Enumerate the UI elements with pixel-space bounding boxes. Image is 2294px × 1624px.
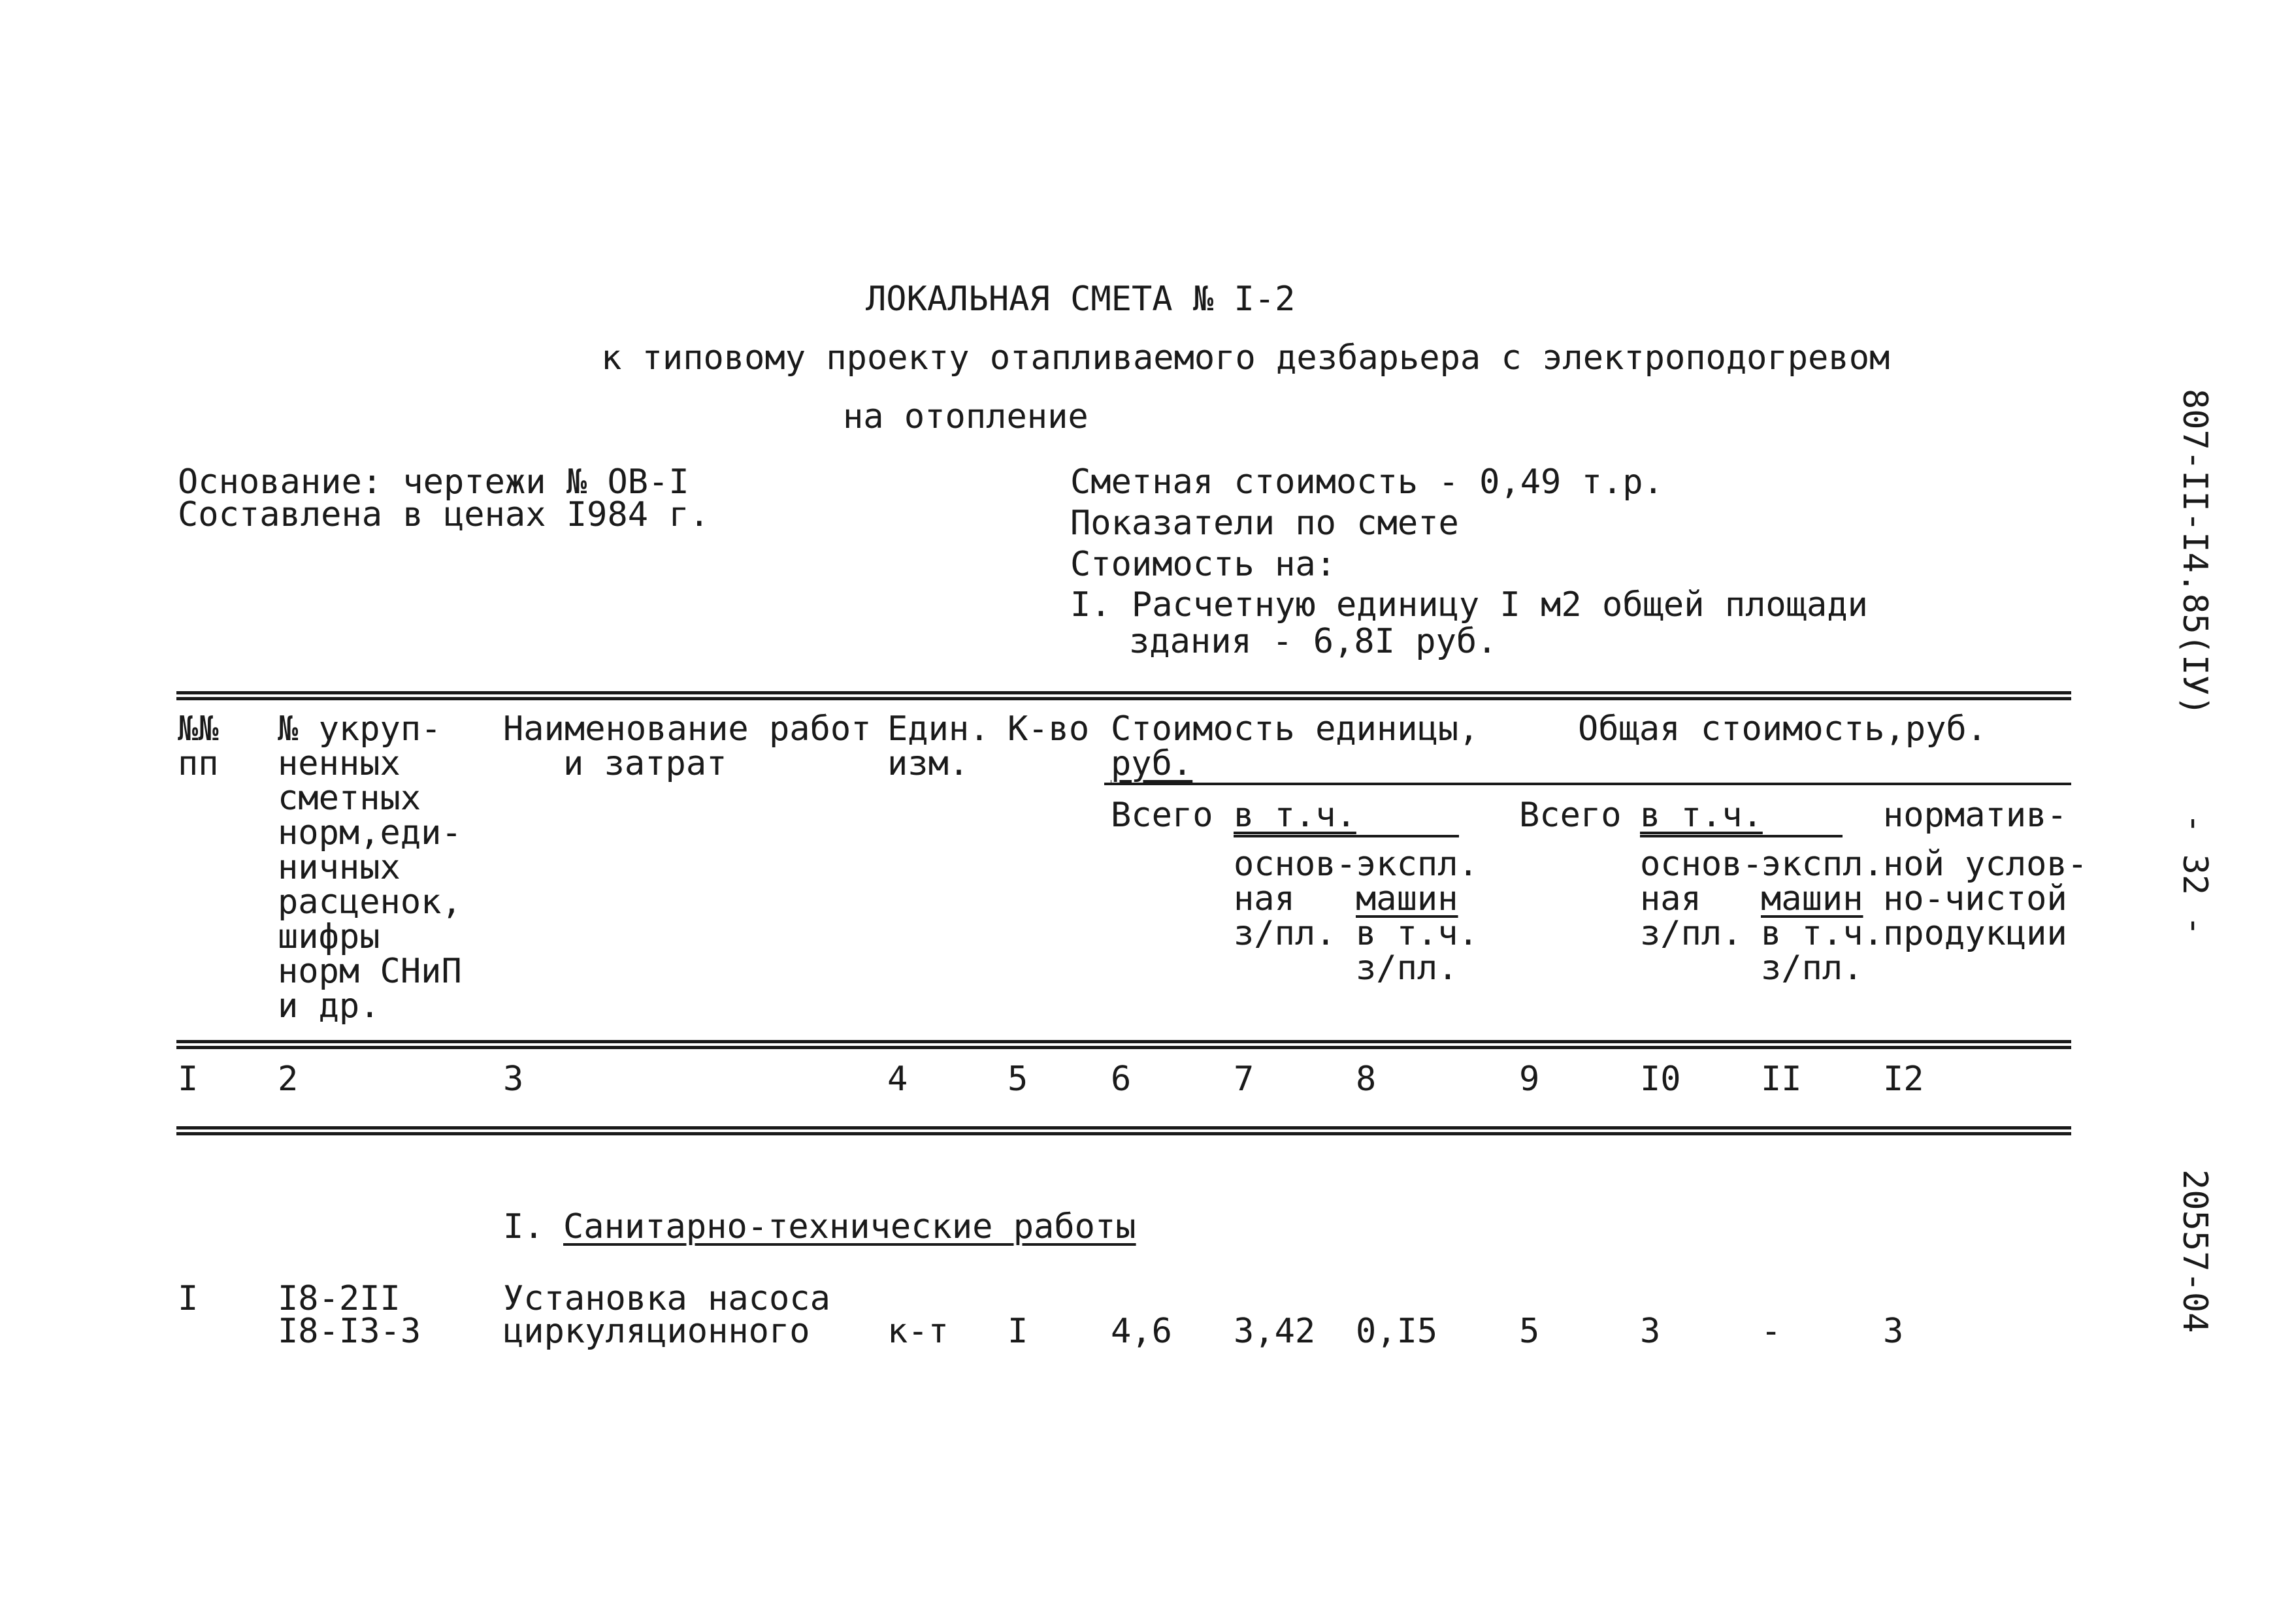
document-title: ЛОКАЛЬНАЯ СМЕТА № I-2 [866, 280, 1296, 319]
header-group-rule [1104, 783, 2071, 785]
row-unit-total: 4,6 [1111, 1312, 1172, 1351]
document-subtitle-2: на отопление [843, 397, 1089, 436]
header-bottom-rule [176, 1040, 2071, 1049]
row-code: I8-I3-3 [278, 1312, 421, 1351]
archive-number: 20557-04 [2175, 1169, 2214, 1333]
row-total-net: 3 [1883, 1312, 1904, 1351]
indicators-heading: Показатели по смете [1070, 504, 1459, 543]
row-number: I [178, 1279, 199, 1318]
section-title: Санитарно-технические работы [563, 1207, 1136, 1246]
cost-per-unit: I. Расчетную единицу I м2 общей площади [1070, 585, 1868, 625]
row-unit: к-т [887, 1312, 949, 1351]
header-col-9: Всего [1519, 796, 1622, 835]
row-total: 5 [1519, 1312, 1540, 1351]
document-code: 807-II-I4.85(IУ) [2175, 389, 2214, 716]
row-unit-wage: 3,42 [1234, 1312, 1316, 1351]
header-col-7-8-underline [1234, 835, 1459, 837]
cost-per-unit-2: здания - 6,8I руб. [1129, 622, 1498, 661]
estimate-cost: Сметная стоимость - 0,49 т.р. [1070, 463, 1663, 502]
header-total-cost-group: Общая стоимость,руб. [1578, 709, 1988, 749]
page-number: - 32 - [2175, 813, 2214, 936]
row-name: Установка насоса [503, 1279, 830, 1318]
document-subtitle: к типовому проекту отапливаемого дезбарьера с электроподогревом [601, 338, 1890, 378]
row-total-machine: - [1761, 1312, 1782, 1351]
row-name: циркуляционного [503, 1312, 810, 1351]
row-code: I8-2II [278, 1279, 401, 1318]
section-number: I. [503, 1207, 544, 1246]
header-col-7-8-group: в т.ч. [1234, 796, 1356, 835]
cost-per-heading: Стоимость на: [1070, 545, 1336, 584]
column-numbers-bottom-rule [176, 1126, 2071, 1135]
header-col-6: Всего [1111, 796, 1213, 835]
header-col-10-11-underline [1640, 835, 1843, 837]
basis-prices: Составлена в ценах I984 г. [178, 495, 710, 534]
header-col-5: К-во [1008, 709, 1090, 749]
row-total-wage: 3 [1640, 1312, 1661, 1351]
row-unit-machine: 0,I5 [1356, 1312, 1438, 1351]
header-col-10-11-group: в т.ч. [1640, 796, 1763, 835]
row-quantity: I [1008, 1312, 1028, 1351]
table-top-rule [176, 691, 2071, 700]
basis-drawings: Основание: чертежи № ОВ-I [178, 463, 689, 502]
